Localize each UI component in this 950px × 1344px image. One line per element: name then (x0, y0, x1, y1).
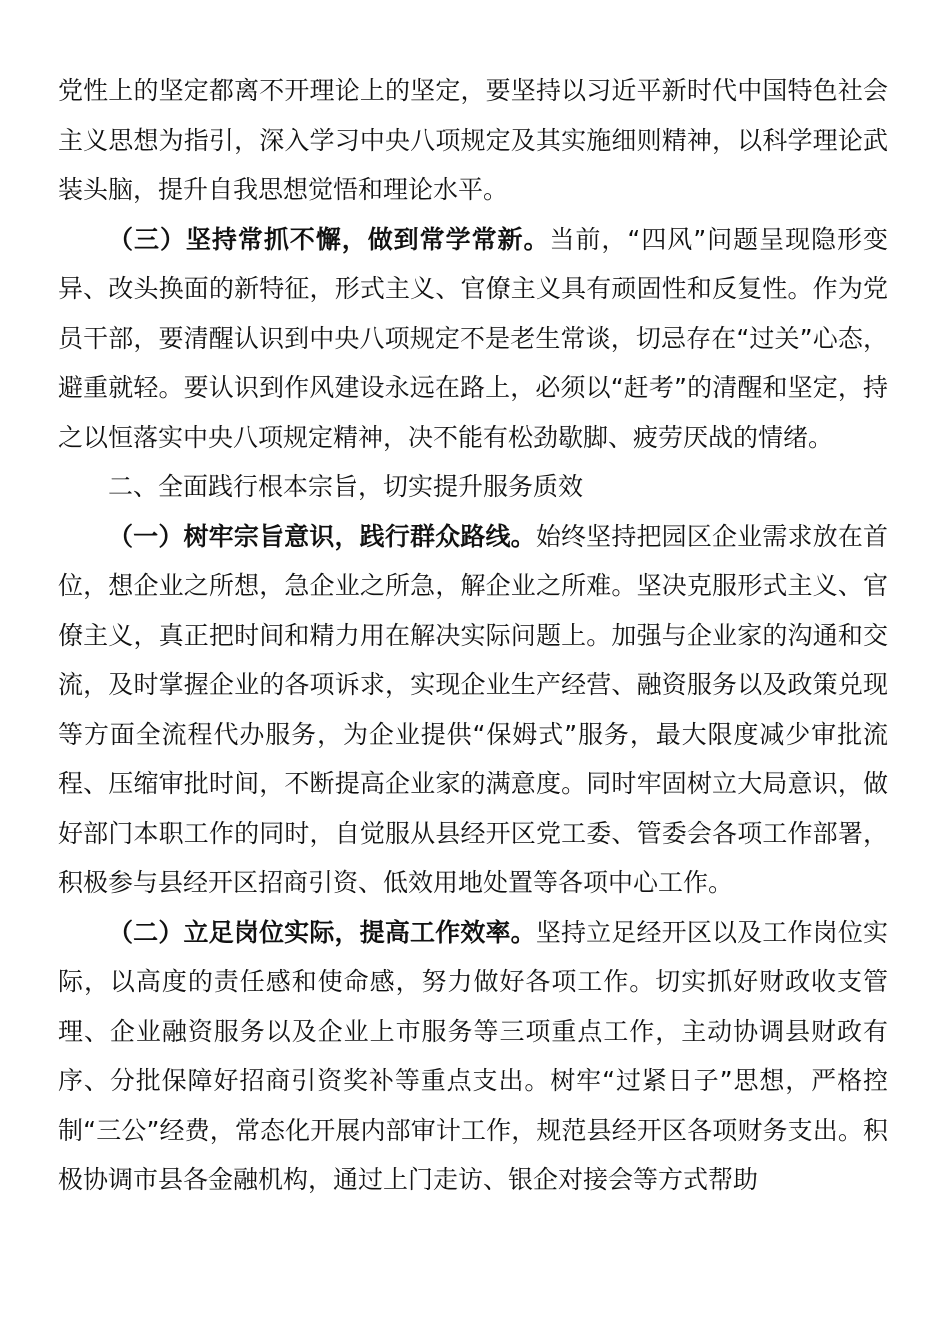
paragraph-continuation (58, 66, 888, 215)
paragraph-section-3 (58, 215, 888, 463)
paragraph-heading: （三）坚持常抓不懈，做到常学常新。 (108, 224, 550, 254)
paragraph-text: 党性上的坚定都离不开理论上的坚定，要坚持以习近平新时代中国特色社会主义思想为指引，深入学习中央八项规定及其实施细则精神，以科学理论武装头脑，提升自我思想觉悟和理论水平。 (58, 76, 888, 204)
paragraph-heading: （一）树牢宗旨意识，践行群众路线。 (108, 521, 536, 551)
section-heading-text: 二、全面践行根本宗旨，切实提升服务质效 (108, 472, 584, 501)
paragraph-subsection-2 (58, 908, 888, 1205)
paragraph-text: 当前，“四风”问题呈现隐形变异、改头换面的新特征，形式主义、官僚主义具有顽固性和反复性。作为党员干部，要清醒认识到中央八项规定不是老生常谈，切忌存在“过关”心态，避重就轻。要认识到作风建设永远在路上，必须以“赶考”的清醒和坚定，持之以恒落实中央八项规定精神，决不能有松劲歇脚、疲劳厌战的情绪。 (58, 224, 888, 452)
paragraph-text: 始终坚持把园区企业需求放在首位，想企业之所想，急企业之所急，解企业之所难。坚决克服形式主义、官僚主义，真正把时间和精力用在解决实际问题上。加强与企业家的沟通和交流，及时掌握企业的各项诉求，实现企业生产经营、融资服务以及政策兑现等方面全流程代办服务，为企业提供“保姆式”服务，最大限度减少审批流程、压缩审批时间，不断提高企业家的满意度。同时牢固树立大局意识，做好部门本职工作的同时，自觉服从县经开区党工委、管委会各项工作部署，积极参与县经开区招商引资、低效用地处置等各项中心工作。 (58, 521, 888, 897)
paragraph-heading: （二）立足岗位实际，提高工作效率。 (108, 917, 536, 947)
document-body (58, 66, 888, 1205)
paragraph-subsection-1 (58, 512, 888, 908)
paragraph-text: 坚持立足经开区以及工作岗位实际，以高度的责任感和使命感，努力做好各项工作。切实抓好财政收支管理、企业融资服务以及企业上市服务等三项重点工作，主动协调县财政有序、分批保障好招商引资奖补等重点支出。树牢“过紧日子”思想，严格控制“三公”经费，常态化开展内部审计工作，规范县经开区各项财务支出。积极协调市县各金融机构，通过上门走访、银企对接会等方式帮助 (58, 917, 888, 1194)
section-heading-2 (58, 462, 888, 512)
